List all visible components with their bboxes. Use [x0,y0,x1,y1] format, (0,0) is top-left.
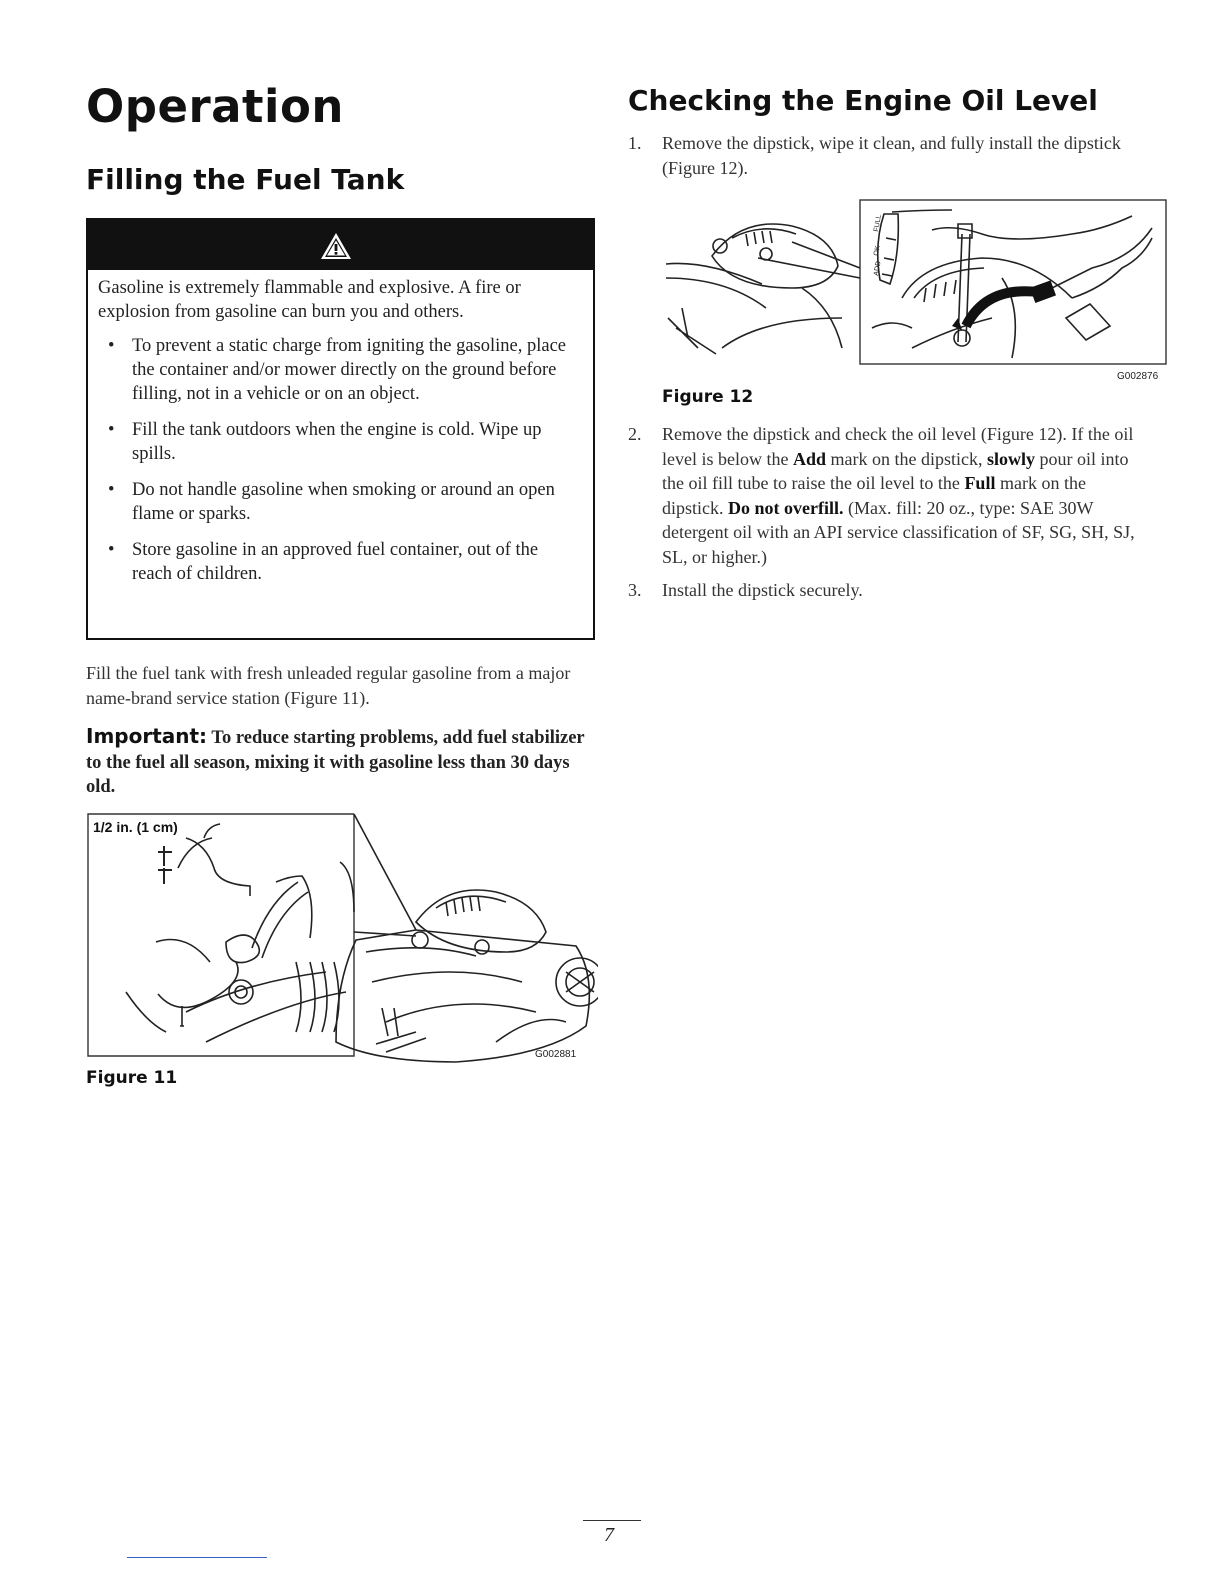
section-heading-fuel: Filling the Fuel Tank [86,163,405,196]
oil-step-1 [628,131,1138,180]
step-text-run: (Max. fill: 20 oz., type: SAE 30W detergent oil with an API service classification of SF, SG, SH, SJ, SL, or higher.) [662,497,1135,567]
figure-12-illustration [662,198,1168,368]
figure-11-measurement-label: 1/2 in. (1 cm) [93,819,178,835]
dipstick-label-ok: OK [873,245,882,257]
page-number-rule [583,1520,641,1521]
footer-rule [127,1557,267,1558]
step-text-bold: Full [964,473,996,493]
figure-12-caption: Figure 12 [662,387,754,407]
figure-11-caption: Figure 11 [86,1068,178,1088]
step-text-run: Remove the dipstick and check the oil level (Figure 12). If the oil level is below the [662,424,1134,469]
step-number: 3. [628,580,642,600]
section-heading-oil: Checking the Engine Oil Level [628,84,1098,117]
step-text-bold: Add [792,448,826,469]
step-text-run: pour oil into the oil fill tube to raise the oil level to the [662,448,1129,493]
step-number: 2. [628,424,642,444]
page-number: 7 [604,1524,614,1546]
step-number: 1. [628,133,642,153]
bullet-icon: • [108,540,115,560]
figure-11-code: G002881 [535,1049,577,1060]
warning-list-item [98,334,579,406]
step-text [628,131,1138,180]
warning-list-item [98,478,579,526]
bullet-icon: • [108,420,115,440]
warning-list-item [98,538,579,586]
step-text-run: mark on the dipstick. [662,473,1086,518]
warning-box [86,218,595,640]
step-text-bold: Do not overfill. [728,497,844,518]
dipstick-label-add: ADD [873,260,883,277]
warning-list-item-text: To prevent a static charge from igniting the gasoline, place the container and/or mower directly on the ground before filling, not in a vehicle or on an object. [132,336,566,404]
oil-step-3 [628,578,1138,603]
step-text-run: Remove the dipstick, wipe it clean, and fully install the dipstick (Figure 12). [662,133,1121,178]
warning-list-item-text: Fill the tank outdoors when the engine is cold. Wipe up spills. [132,420,542,464]
warning-triangle-icon [320,231,352,261]
warning-list-item-text: Store gasoline in an approved fuel container, out of the reach of children. [132,540,539,584]
figure-12-code: G002876 [1117,371,1159,382]
warning-header-bar [88,220,593,270]
step-text-run: mark on the dipstick, [826,448,987,469]
oil-step-2 [628,422,1138,569]
warning-intro: Gasoline is extremely flammable and explosive. A fire or explosion from gasoline can burn you and others. [98,278,521,322]
warning-list-item [98,418,579,466]
step-text-run: Install the dipstick securely. [662,580,863,600]
fuel-paragraph: Fill the fuel tank with fresh unleaded regular gasoline from a major name-brand service station (Figure 11). [86,663,571,708]
important-text: To reduce starting problems, add fuel stabilizer to the fuel all season, mixing it with gasoline less than 30 days old. [86,728,585,797]
page-title: Operation [86,80,344,133]
dipstick-label-full: FULL [873,214,883,233]
step-text [628,578,1138,603]
figure-11-illustration [86,812,598,1064]
warning-content [88,270,593,586]
warning-list-item-text: Do not handle gasoline when smoking or around an open flame or sparks. [132,480,555,524]
bullet-icon: • [108,480,115,500]
bullet-icon: • [108,336,115,356]
step-text-bold: slowly [986,448,1035,469]
step-text [628,422,1138,569]
important-label: Important: [86,724,208,748]
important-note [86,724,598,800]
warning-list [98,334,579,586]
